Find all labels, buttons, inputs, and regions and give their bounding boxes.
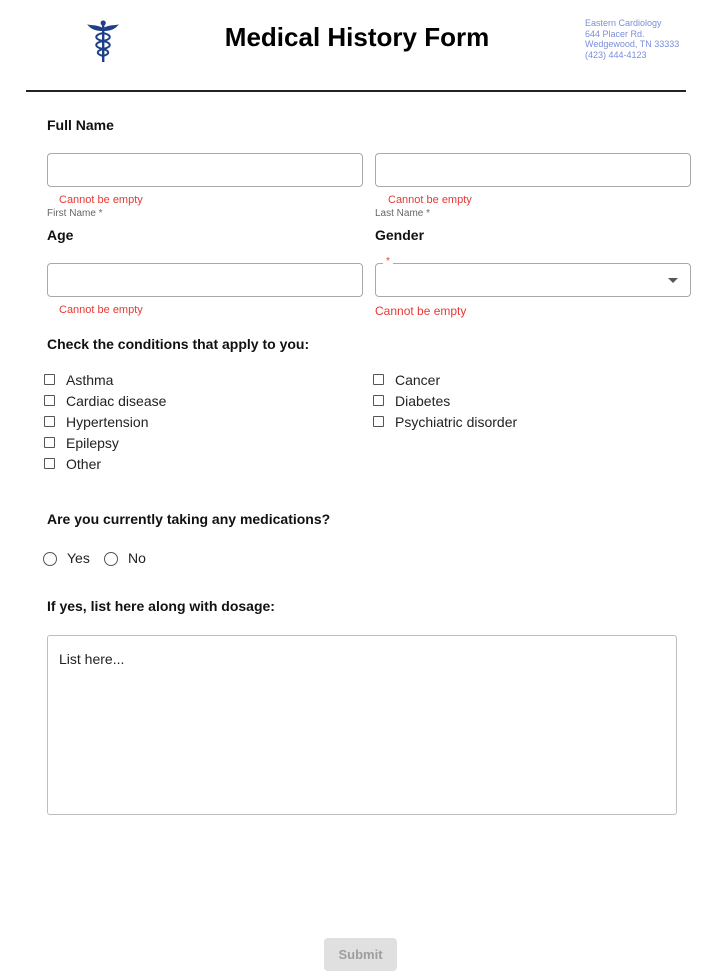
last-name-helper: Last Name *	[375, 208, 431, 219]
header-divider	[26, 90, 686, 92]
condition-epilepsy[interactable]	[44, 432, 166, 453]
checkbox[interactable]	[44, 458, 55, 469]
address-line: (423) 444-4123	[585, 49, 647, 60]
condition-hypertension[interactable]	[44, 411, 166, 432]
age-label: Age	[47, 227, 74, 243]
condition-label: Other	[66, 455, 102, 472]
condition-cancer[interactable]	[373, 369, 517, 390]
checkbox[interactable]	[373, 416, 384, 427]
chevron-down-icon	[668, 278, 678, 283]
condition-label: Diabetes	[395, 392, 451, 409]
radio-yes[interactable]	[43, 552, 57, 566]
checkbox[interactable]	[44, 437, 55, 448]
condition-other[interactable]	[44, 453, 166, 474]
conditions-left-column	[44, 369, 166, 474]
checkbox[interactable]	[44, 374, 55, 385]
condition-label: Epilepsy	[66, 434, 119, 451]
last-name-error: Cannot be empty	[388, 194, 472, 206]
medications-question: Are you currently taking any medications?	[47, 511, 331, 527]
condition-psychiatric-disorder[interactable]	[373, 411, 517, 432]
age-error: Cannot be empty	[59, 304, 143, 316]
gender-label: Gender	[375, 227, 425, 243]
practice-address	[585, 18, 679, 60]
age-input[interactable]	[47, 263, 363, 297]
condition-asthma[interactable]	[44, 369, 166, 390]
first-name-error: Cannot be empty	[59, 194, 143, 206]
radio-no-label: No	[128, 550, 146, 566]
first-name-input[interactable]	[47, 153, 363, 187]
medications-textarea-placeholder: List here...	[59, 651, 125, 667]
checkbox[interactable]	[44, 416, 55, 427]
condition-label: Cancer	[395, 371, 441, 388]
condition-label: Cardiac disease	[66, 392, 167, 409]
checkbox[interactable]	[44, 395, 55, 406]
gender-error: Cannot be empty	[375, 304, 467, 318]
condition-label: Asthma	[66, 371, 114, 388]
medications-textarea[interactable]	[47, 635, 677, 815]
last-name-input[interactable]	[375, 153, 691, 187]
page-title: Medical History Form	[224, 22, 490, 52]
conditions-right-column	[373, 369, 517, 432]
checkbox[interactable]	[373, 395, 384, 406]
condition-cardiac-disease[interactable]	[44, 390, 166, 411]
condition-diabetes[interactable]	[373, 390, 517, 411]
address-line: Eastern Cardiology	[585, 18, 662, 28]
condition-label: Psychiatric disorder	[395, 413, 518, 430]
submit-button[interactable]: Submit	[324, 938, 397, 971]
condition-label: Hypertension	[66, 413, 149, 430]
checkbox[interactable]	[373, 374, 384, 385]
address-line: Wedgewood, TN 33333	[585, 39, 680, 50]
conditions-label: Check the conditions that apply to you:	[47, 336, 310, 352]
radio-no[interactable]	[104, 552, 118, 566]
dosage-label: If yes, list here along with dosage:	[47, 598, 275, 614]
address-line: 644 Placer Rd.	[585, 28, 645, 39]
first-name-helper: First Name *	[47, 208, 103, 219]
full-name-label: Full Name	[47, 117, 114, 133]
gender-select[interactable]	[375, 263, 691, 297]
radio-yes-label: Yes	[67, 550, 90, 566]
gender-required-mark: *	[383, 257, 393, 267]
